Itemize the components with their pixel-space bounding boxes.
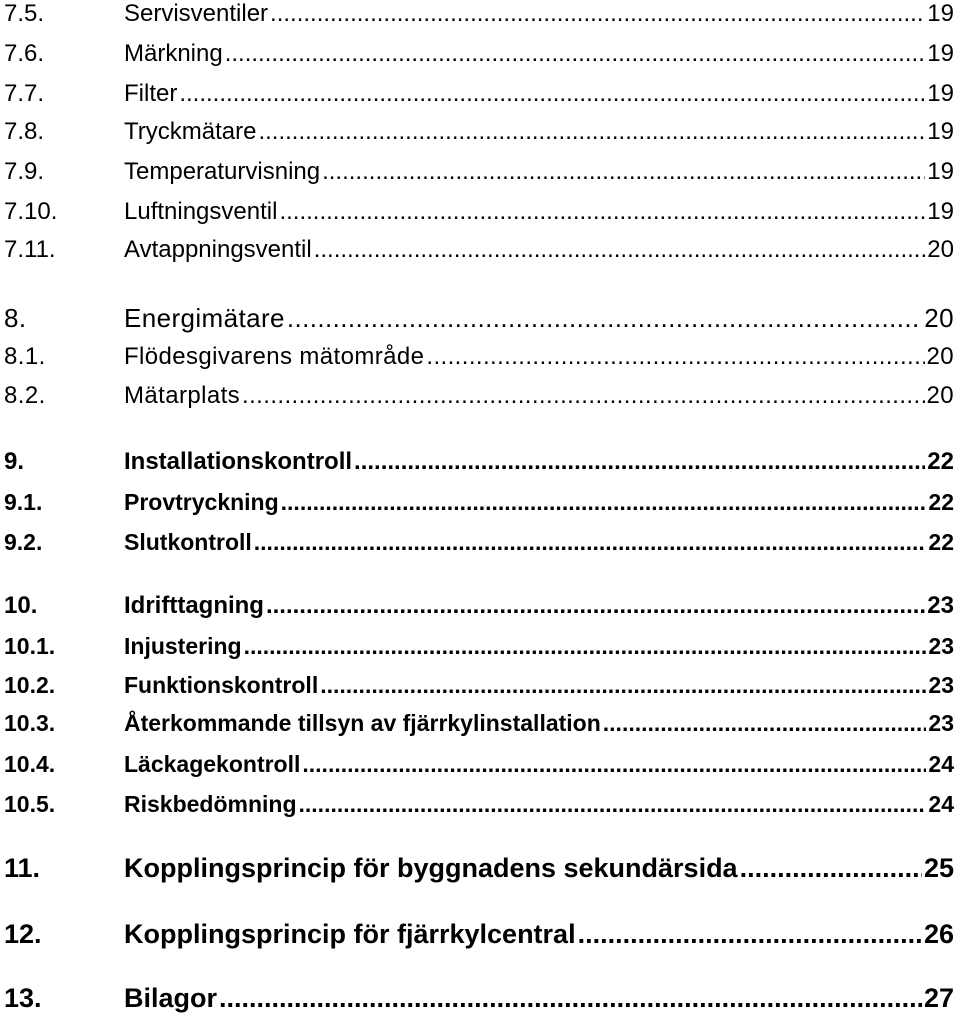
toc-entry-number: 7.5. bbox=[4, 0, 45, 27]
toc-entry-title: Luftningsventil bbox=[124, 198, 278, 225]
dot-leader bbox=[225, 40, 926, 68]
toc-entry-number: 7.6. bbox=[4, 40, 45, 67]
dot-leader bbox=[242, 382, 924, 410]
dot-leader bbox=[299, 791, 927, 818]
toc-entry[interactable] bbox=[4, 0, 954, 28]
toc-entry-page: 19 bbox=[927, 118, 954, 145]
toc-entry[interactable] bbox=[4, 448, 954, 476]
dot-leader bbox=[281, 489, 927, 516]
toc-entry-title: Idrifttagning bbox=[124, 592, 264, 619]
toc-entry-page: 20 bbox=[924, 303, 954, 333]
toc-entry-number: 12. bbox=[4, 919, 42, 949]
toc-entry-number: 11. bbox=[4, 853, 41, 883]
toc-entry-number: 8.1. bbox=[4, 343, 46, 370]
dot-leader bbox=[603, 710, 927, 737]
toc-entry-number: 13. bbox=[4, 983, 42, 1013]
toc-entry[interactable] bbox=[4, 80, 954, 108]
toc-entry[interactable] bbox=[4, 118, 954, 146]
toc-entry-number: 9. bbox=[4, 448, 25, 475]
toc-entry-page: 23 bbox=[928, 672, 954, 698]
toc-entry-number: 7.9. bbox=[4, 158, 45, 185]
toc-entry-page: 23 bbox=[928, 710, 954, 736]
dot-leader bbox=[266, 592, 925, 620]
toc-entry[interactable] bbox=[4, 529, 954, 556]
toc-entry[interactable] bbox=[4, 158, 954, 186]
toc-entry[interactable] bbox=[4, 343, 954, 371]
toc-entry-title: Mätarplats bbox=[124, 382, 241, 409]
toc-entry-title: Kopplingsprincip för fjärrkylcentral bbox=[124, 919, 576, 949]
toc-entry-title: Provtryckning bbox=[124, 489, 279, 515]
toc-entry[interactable] bbox=[4, 751, 954, 778]
dot-leader bbox=[578, 919, 922, 950]
toc-entry-page: 22 bbox=[928, 529, 954, 555]
dot-leader bbox=[254, 529, 927, 556]
dot-leader bbox=[270, 0, 925, 28]
toc-entry-title: Avtappningsventil bbox=[124, 236, 312, 263]
toc-entry-page: 26 bbox=[923, 919, 954, 949]
toc-entry-title: Funktionskontroll bbox=[124, 672, 319, 698]
toc-entry-number: 10.3. bbox=[4, 710, 56, 736]
toc-entry-number: 7.10. bbox=[4, 198, 58, 225]
toc-entry[interactable] bbox=[4, 592, 954, 620]
toc-entry[interactable] bbox=[4, 853, 954, 884]
toc-entry-number: 9.1. bbox=[4, 489, 43, 515]
toc-entry-title: Kopplingsprincip för byggnadens sekundärsida bbox=[124, 853, 738, 883]
dot-leader bbox=[354, 448, 925, 476]
toc-entry[interactable] bbox=[4, 710, 954, 737]
toc-entry-page: 23 bbox=[928, 633, 954, 659]
dot-leader bbox=[279, 198, 925, 226]
toc-entry[interactable] bbox=[4, 672, 954, 699]
toc-entry-title: Märkning bbox=[124, 40, 223, 67]
toc-entry-number: 10.2. bbox=[4, 672, 56, 698]
toc-entry[interactable] bbox=[4, 919, 954, 950]
dot-leader bbox=[219, 983, 922, 1014]
toc-entry[interactable] bbox=[4, 303, 954, 334]
toc-entry-page: 24 bbox=[928, 751, 954, 777]
dot-leader bbox=[258, 118, 925, 146]
toc-entry-title: Injustering bbox=[124, 633, 242, 659]
toc-entry[interactable] bbox=[4, 791, 954, 818]
toc-entry-title: Tryckmätare bbox=[124, 118, 257, 145]
dot-leader bbox=[740, 853, 922, 884]
toc-entry-page: 22 bbox=[928, 489, 954, 515]
dot-leader bbox=[287, 303, 922, 334]
toc-entry-page: 19 bbox=[927, 0, 954, 27]
dot-leader bbox=[179, 80, 925, 108]
toc-entry-title: Installationskontroll bbox=[124, 448, 353, 475]
toc-entry-number: 10.1. bbox=[4, 633, 56, 659]
dot-leader bbox=[426, 343, 924, 371]
toc-entry-page: 27 bbox=[923, 983, 954, 1013]
dot-leader bbox=[244, 633, 927, 660]
toc-entry-number: 7.11. bbox=[4, 236, 56, 263]
toc-entry-page: 23 bbox=[927, 592, 954, 619]
dot-leader bbox=[302, 751, 926, 778]
toc-entry-page: 22 bbox=[927, 448, 954, 475]
toc-entry[interactable] bbox=[4, 236, 954, 264]
toc-entry-title: Temperaturvisning bbox=[124, 158, 321, 185]
dot-leader bbox=[314, 236, 926, 264]
toc-entry[interactable] bbox=[4, 633, 954, 660]
dot-leader bbox=[322, 158, 925, 186]
toc-entry-title: Slutkontroll bbox=[124, 529, 252, 555]
toc-entry-number: 8. bbox=[4, 303, 27, 333]
toc-entry-title: Bilagor bbox=[124, 983, 218, 1013]
toc-entry-page: 20 bbox=[927, 236, 954, 263]
toc-entry-page: 19 bbox=[927, 40, 954, 67]
toc-entry-number: 10. bbox=[4, 592, 38, 619]
toc-entry-number: 9.2. bbox=[4, 529, 43, 555]
dot-leader bbox=[320, 672, 926, 699]
toc-entry-number: 10.5. bbox=[4, 791, 56, 817]
toc-entry-page: 25 bbox=[923, 853, 954, 883]
toc-entry-page: 20 bbox=[926, 382, 954, 409]
toc-entry-title: Riskbedömning bbox=[124, 791, 297, 817]
toc-entry-title: Energimätare bbox=[124, 303, 285, 333]
toc-entry-title: Flödesgivarens mätområde bbox=[124, 343, 425, 370]
toc-entry-page: 19 bbox=[927, 158, 954, 185]
toc-entry-number: 10.4. bbox=[4, 751, 56, 777]
toc-entry-page: 19 bbox=[927, 80, 954, 107]
toc-entry-page: 24 bbox=[928, 791, 954, 817]
toc-entry-page: 19 bbox=[927, 198, 954, 225]
toc-entry-number: 8.2. bbox=[4, 382, 46, 409]
toc-entry-title: Filter bbox=[124, 80, 178, 107]
toc-entry-number: 7.8. bbox=[4, 118, 45, 145]
toc-entry-page: 20 bbox=[926, 343, 954, 370]
toc-entry-title: Läckagekontroll bbox=[124, 751, 301, 777]
toc-entry[interactable] bbox=[4, 382, 954, 410]
toc-entry-title: Återkommande tillsyn av fjärrkylinstallation bbox=[124, 710, 601, 736]
toc-entry-title: Servisventiler bbox=[124, 0, 269, 27]
toc-entry[interactable] bbox=[4, 983, 954, 1014]
toc-entry[interactable] bbox=[4, 40, 954, 68]
toc-entry[interactable] bbox=[4, 198, 954, 226]
toc-entry[interactable] bbox=[4, 489, 954, 516]
toc-entry-number: 7.7. bbox=[4, 80, 45, 107]
